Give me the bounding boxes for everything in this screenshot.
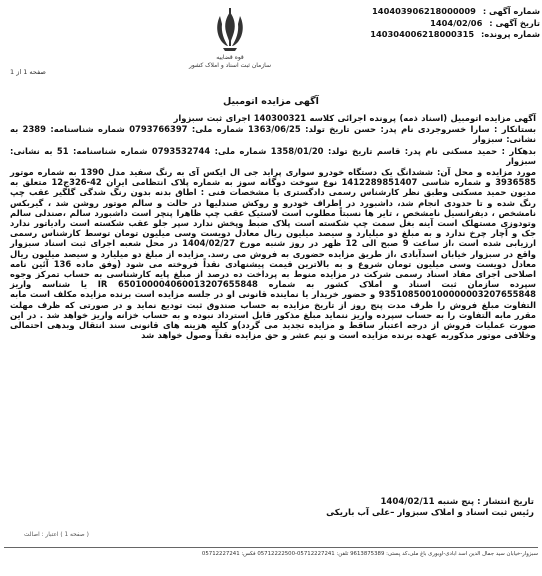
file-number-row: [250, 29, 540, 41]
file-number-label: شماره پرونده:: [481, 29, 540, 39]
judiciary-label: قوه قضاییه: [216, 54, 244, 61]
footer-address: سبزوار-خیابان سید جمال الدین اسد آبادی-اوبوری باغ ملی،کد پستی: 9613875389 تلفن: 05712227241-05712222500 فکس: 05712227241: [201, 551, 538, 557]
creditor-paragraph: بستانکار : سارا خسروجردی نام پدر: حسن تاریخ تولد: 1363/06/25 شماره ملی: 0793766397 شماره شناسنامه: 2389 به نشانی: سبزوار: [10, 124, 537, 145]
logo-caption: [176, 54, 284, 70]
document-meta: [250, 6, 540, 41]
file-number: 140304006218000315: [370, 29, 475, 39]
ad-number-row: [250, 6, 540, 18]
organization-label: سازمان ثبت اسناد و املاک کشور: [188, 62, 272, 69]
document-body: [10, 113, 536, 341]
debtor-paragraph: بدهکار : حمید مسکنی نام پدر: قاسم تاریخ تولد: 1358/01/20 شماره ملی: 0793532744 شماره شناسنامه: 51 به نشانی: سبزوار: [10, 145, 536, 166]
ad-number: 140403906218000009: [372, 6, 476, 16]
intro-paragraph: آگهی مزایده اتومبیل (اسناد ذمه) پرونده اجرائی کلاسه 140300321 اجرای ثبت سبزوار: [173, 113, 536, 123]
footer-note: ( صفحه 1 ) اعتبار : اصالت: [24, 532, 89, 538]
signatory: رئیس ثبت اسناد و املاک سبزوار –علی آب باریکی: [326, 508, 534, 518]
document-title: آگهی مزایده اتومبیل: [223, 96, 319, 107]
ad-date-label: تاریخ آگهی :: [489, 17, 540, 28]
ad-date-row: [250, 18, 540, 30]
signature-block: [114, 497, 534, 519]
footer: [4, 547, 538, 558]
publish-date: تاریخ انتشار : پنج شنبه 1404/02/11: [380, 497, 534, 507]
ad-date: 1404/02/06: [430, 17, 483, 28]
auction-details-paragraph: مورد مزایده و محل آن: ششدانگ یک دستگاه خودرو سواری پراید جی ال ایکس آی به رنگ سفید مدل 1390 به شماره موتور 3936585 و شماره شاسی 1412289851407 نوع سوخت دوگانه سوز به شماره پلاک انتظامی ایران 42-326ج12 متعلق به مدیون حمید مسکنی وطبق نظر کارشناس رسمی دادگستری با مشخصات فنی : اطاق بدنه بدون رنگ شدگی گلگیر عقب چپ رنگ شده و تا حدودی انجام شد، داشبورد در اطراف خودرو و روکش صندلیها در حالت و سالم موتور روشن شد ، گیربکس نامشخص ، دیفرانسیل نامشخص ، تایر ها نسبتاً مطلوب است لاستیک عقب چپ ظاهرا پنچر است داشبورد سالم ،صندلی سالم وتودوزی مستهلک است آینه بغل سمت چپ شکسته است پلاک ضبط وپخش ندارد سپر جلو عقب شکسته است رادیاتور ندارد جک و آچار چرخ ندارد و به مبلغ دو میلیارد و سیصد میلیون ریال معادل دویست وسی میلیون تومان توسط کارشناس رسمی ارزیابی شده است ،از ساعت 9 صبح الی 12 ظهر در روز شنبه مورخ 1404/02/27 در محل شعبه اجرای ثبت اسناد سبزوار واقع در سبزوار خیابان اسدآبادی ،از طریق مزایده حضوری به فروش می رسد. مزایده از مبلغ دو میلیارد و سیصد میلیون ریال معادل دویست وسی میلیون تومان شروع و به بالاترین قیمت پیشنهادی نقداً فروخته می شود (وفق ماده 136 آئین نامه اصلاحی اجرای مفاد اسناد رسمی شرکت در مزایده منوط به پرداخت ده درصد از مبلغ پایه کارشناسی به حساب تمرکز وجوه سپرده سازمان ثبت اسناد و املاک کشور به شماره IR 650100004060013207655848 یا شناسه واریز 935108500100000003207655848 و حضور خریدار یا نماینده قانونی او در جلسه مزایده است برنده مزایده مکلف است مابه التفاوت مبلغ فروش را ظرف مدت پنج روز از تاریخ مزایده به حساب صندوق ثبت تودیع نماید و در صورتی که ظرف مهلت مقرر مابه التفاوت را به حساب سپرده واریز ننماید مبلغ مذکور قابل استرداد نبوده و به حساب خزانه واریز خواهد شد . در این صورت عملیات فروش از درجه اعتبار ساقط و مزایده تجدید می گردد)و کلیه هزینه های قانونی سند انتقال وبدهی احتمالی وخلافی موتور مذکوربه عهده برنده مزایده است و نیم عشر و حق مزایده نقداً وصول خواهد شد: [10, 167, 537, 341]
ad-number-label: شماره آگهی :: [482, 6, 540, 16]
page-number: صفحه 1 از 1: [10, 68, 46, 76]
